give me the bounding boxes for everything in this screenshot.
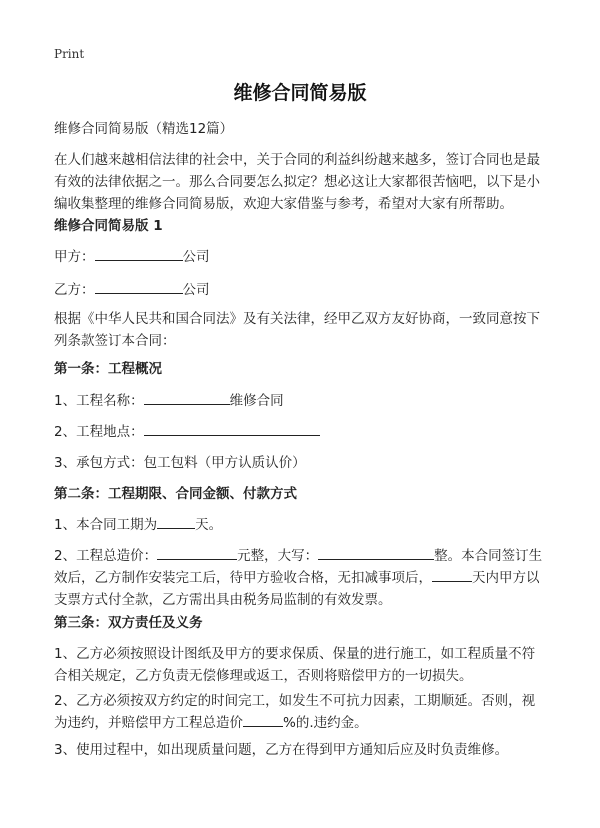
article-1-item-1 (54, 390, 546, 412)
article-1-item-2 (54, 421, 546, 443)
total-price-end: 天内甲方以支票方式付全款，乙方需出具由税务局监制的有效发票。 (54, 570, 540, 608)
document-title: 维修合同简易版 (233, 82, 367, 104)
party-b-suffix: 公司 (182, 282, 210, 298)
project-location-blank (144, 421, 320, 436)
party-b-line (54, 279, 546, 301)
project-location-label: 2、工程地点： (54, 424, 144, 440)
total-price-mid: 元整，大写： (237, 548, 319, 564)
section-heading: 维修合同简易版 1 (54, 218, 163, 234)
penalty-percent-blank (243, 712, 283, 727)
project-name-label: 1、工程名称： (54, 393, 144, 409)
total-price-uppercase-blank (318, 545, 434, 560)
party-a-label: 甲方： (54, 249, 95, 265)
duration-blank (157, 514, 195, 529)
total-price-label: 2、工程总造价： (54, 548, 158, 564)
print-link[interactable]: Print (54, 47, 85, 61)
penalty-suffix: %的.违约金。 (283, 715, 368, 731)
article-3-item-3: 3、使用过程中，如出现质量问题，乙方在得到甲方通知后应及时负责维修。 (54, 742, 509, 758)
article-2-item-2 (54, 545, 546, 611)
article-2-item-1 (54, 514, 546, 536)
total-price-blank (157, 545, 237, 560)
party-b-blank (95, 279, 183, 294)
article-3-item-2 (54, 690, 546, 734)
delay-clause-text: 2、乙方必须按双方约定的时间完工，如发生不可抗力因素，工期顺延。否则，视为违约，并赔偿甲方工程总造价 (54, 693, 536, 731)
party-b-label: 乙方： (54, 282, 95, 298)
article-3-item-1: 1、乙方必须按照设计图纸及甲方的要求保质、保量的进行施工，如工程质量不符合相关规定，乙方负责无偿修理或返工，否则将赔偿甲方的一切损失。 (54, 646, 536, 684)
intro-paragraph: 在人们越来越相信法律的社会中，关于合同的利益纠纷越来越多，签订合同也是最有效的法律依据之一。那么合同要怎么拟定？想必这让大家都很苦恼吧，以下是小编收集整理的维修合同简易版，欢迎大家借鉴与参考，希望对大家有所帮助。 (54, 152, 540, 212)
duration-suffix: 天。 (195, 517, 223, 533)
payment-days-blank (432, 567, 472, 582)
document-subtitle: 维修合同简易版（精选12篇） (54, 121, 234, 137)
party-a-blank (95, 246, 183, 261)
total-price-tail: 整。本合同签订生效后，乙方制作安装完工后，待甲方验收合格，无扣减事项后， (54, 548, 543, 586)
party-a-suffix: 公司 (182, 249, 210, 265)
article-2-heading: 第二条：工程期限、合同金额、付款方式 (54, 486, 297, 502)
party-a-line (54, 246, 546, 268)
project-name-suffix: 维修合同 (229, 393, 284, 409)
duration-label: 1、本合同工期为 (54, 517, 158, 533)
article-1-item-3: 3、承包方式：包工包料（甲方认质认价） (54, 455, 306, 471)
article-3-heading: 第三条：双方责任及义务 (54, 615, 203, 631)
article-1-heading: 第一条：工程概况 (54, 361, 162, 377)
project-name-blank (144, 390, 230, 405)
preamble-paragraph: 根据《中华人民共和国合同法》及有关法律，经甲乙双方友好协商，一致同意按下列条款签订本合同： (54, 311, 540, 349)
